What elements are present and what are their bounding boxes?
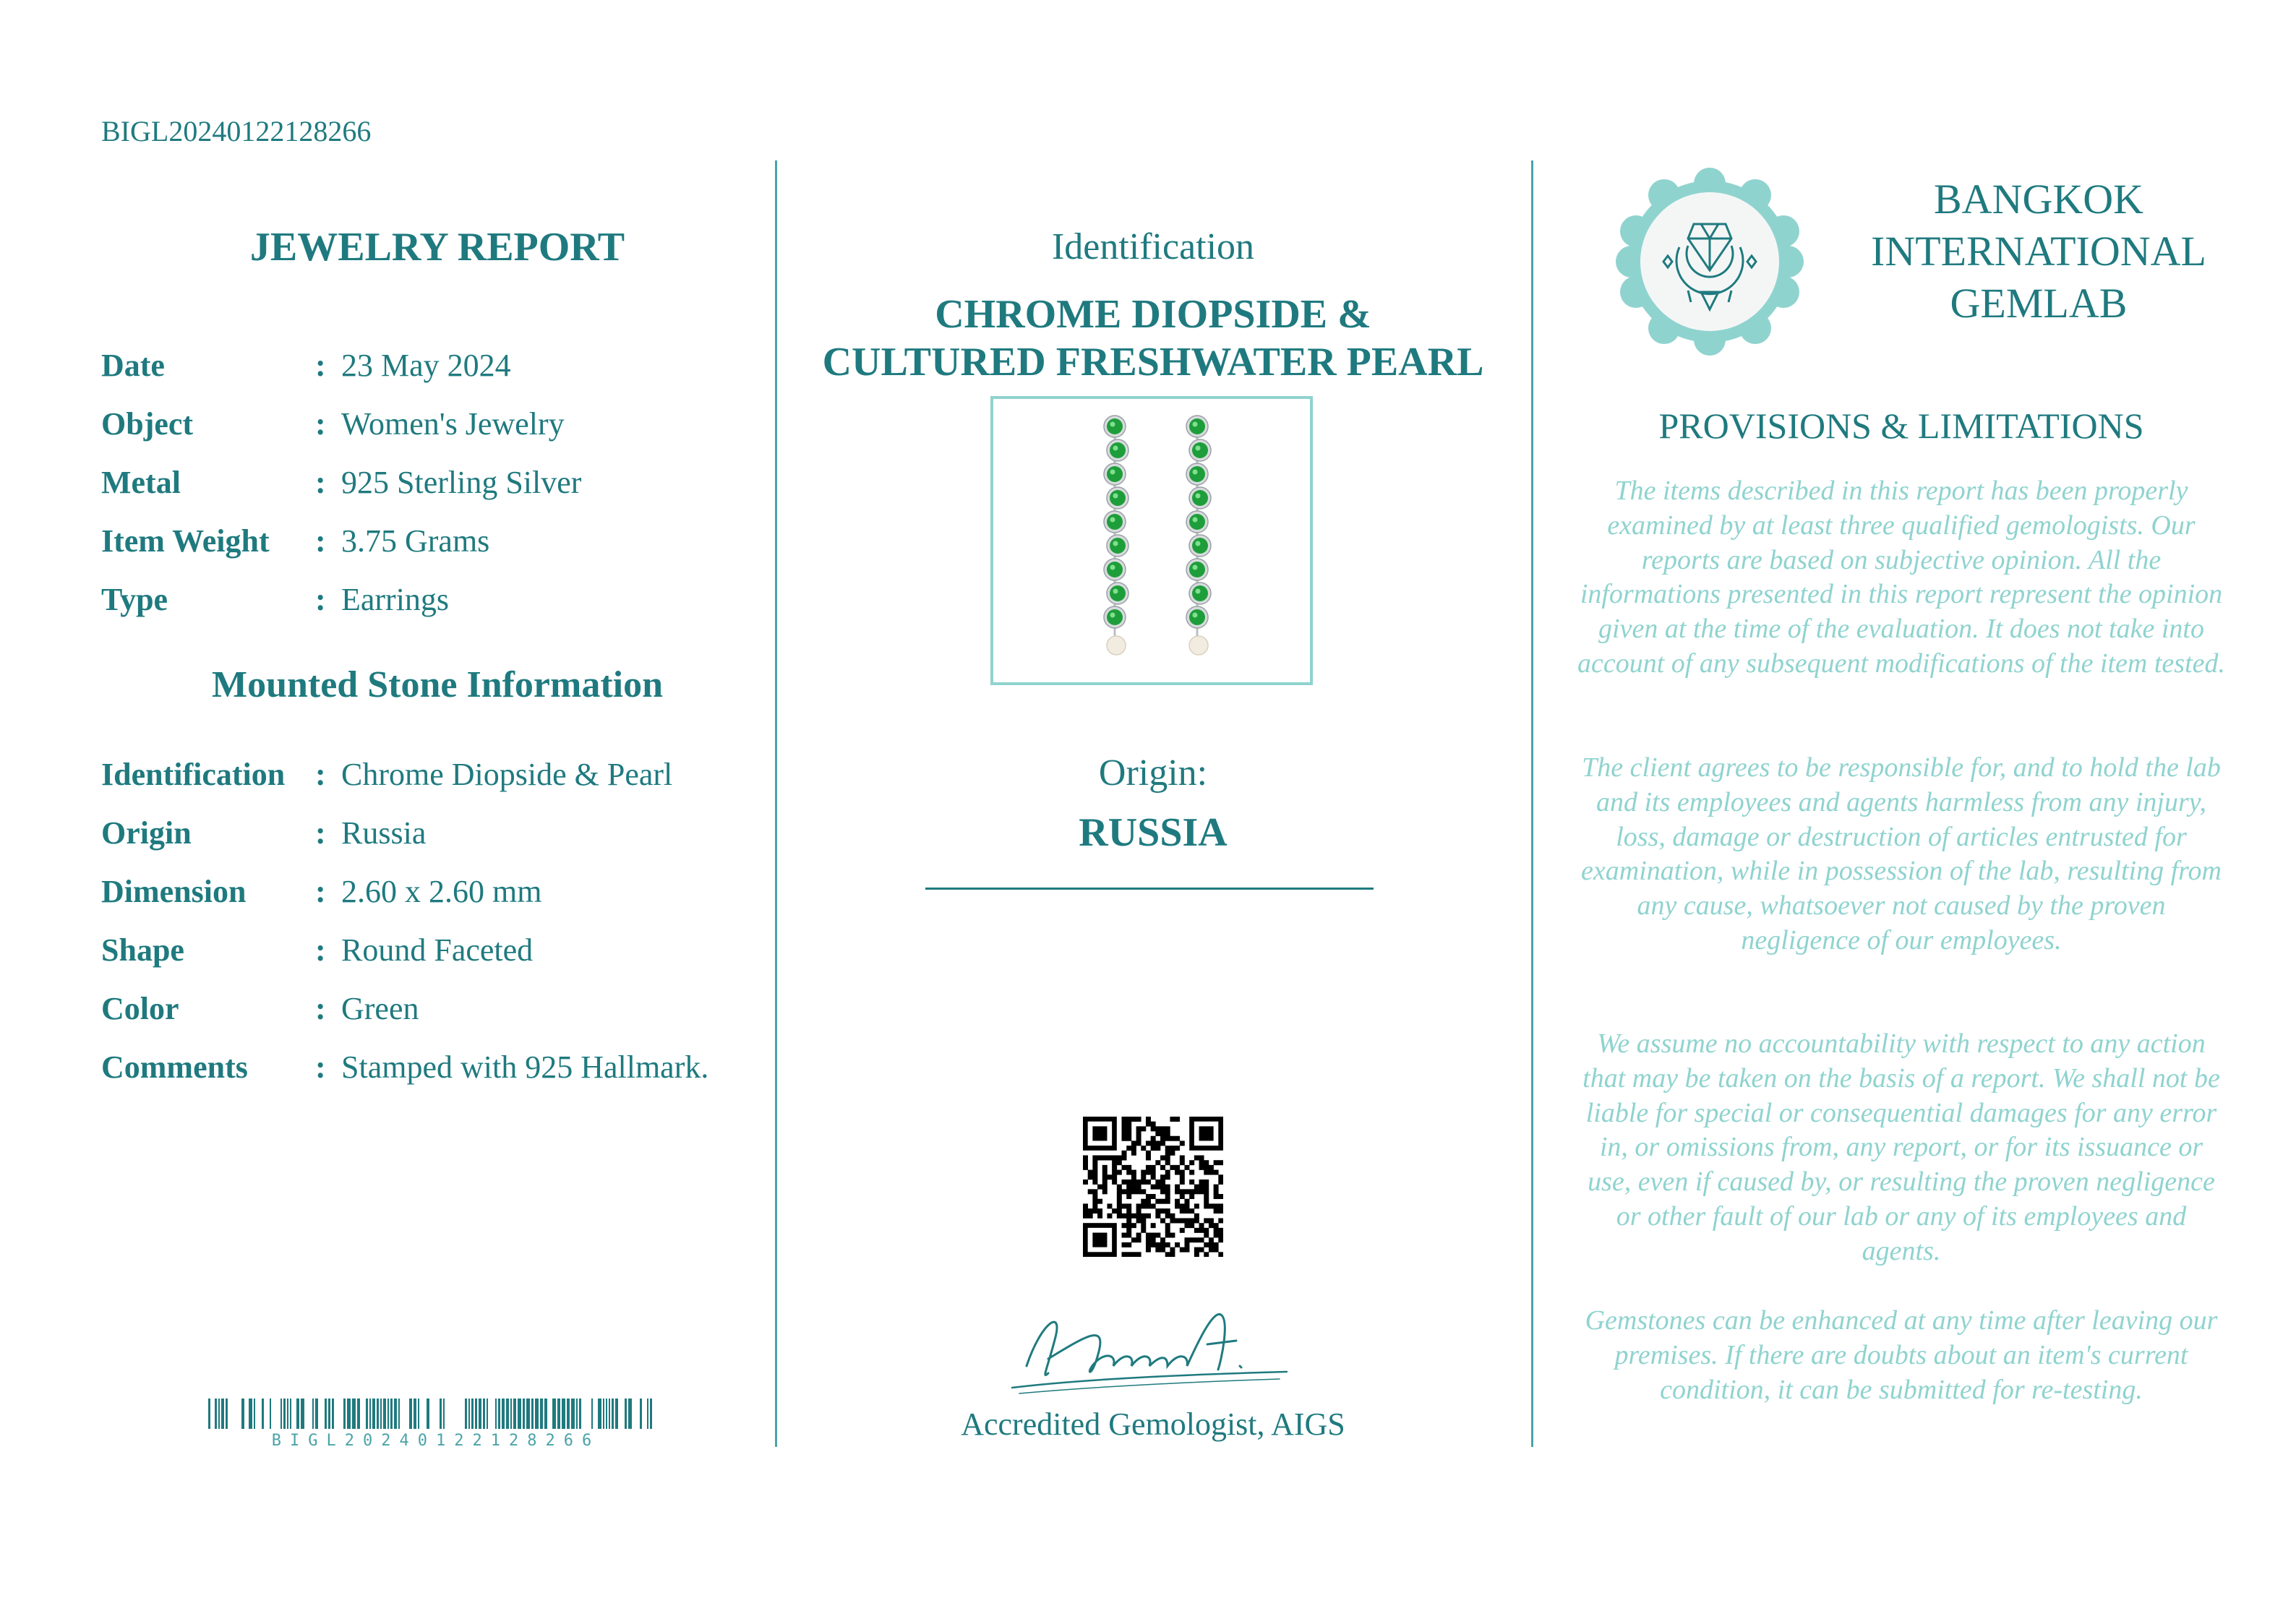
stone-label: Dimension — [101, 874, 247, 909]
stone-value: Chrome Diopside & Pearl — [341, 757, 673, 792]
stone-row-origin — [101, 815, 774, 865]
detail-value: 3.75 Grams — [341, 523, 490, 559]
detail-label: Metal — [101, 465, 181, 500]
gemologist-title: Accredited Gemologist, AIGS — [961, 1406, 1345, 1442]
stone-value: Round Faceted — [341, 932, 534, 968]
stone-label: Identification — [101, 757, 286, 792]
detail-value: 23 May 2024 — [341, 348, 511, 383]
signature-icon — [998, 1294, 1301, 1402]
detail-colon: : — [315, 406, 326, 442]
detail-label: Date — [101, 348, 165, 383]
detail-label: Type — [101, 582, 168, 617]
stone-colon: : — [315, 991, 326, 1026]
report-number: BIGL20240122128266 — [101, 115, 372, 147]
gemlab-seal-icon — [1616, 168, 1804, 356]
provisions-paragraph-1: The items described in this report has been properly examined by at least three qualified gemologists. Our reports are based on subjective opinion. All the informations presented in this report represent the opinion given at the time of the evaluation. It does not take into account of any subsequent modifications of the item tested. — [1577, 476, 2225, 679]
provisions-paragraph-2: The client agrees to be responsible for, and to hold the lab and its employees and agents harmless from any injury, loss, damage or destruction of articles entrusted for examination, while in possession of the lab, resulting from any cause, whatsoever not caused by the proven negligence of our employees. — [1581, 752, 2222, 955]
stone-row-color — [101, 990, 774, 1041]
provisions-title: PROVISIONS & LIMITATIONS — [1658, 405, 2144, 446]
detail-row-object — [101, 405, 774, 456]
earrings-image — [993, 399, 1310, 682]
qr-code[interactable] — [1083, 1117, 1223, 1257]
detail-value: Women's Jewelry — [341, 406, 565, 442]
stone-value: Green — [341, 991, 419, 1026]
gemologist-signature — [998, 1294, 1301, 1402]
detail-row-metal — [101, 464, 774, 515]
stone-row-identification — [101, 756, 774, 807]
stone-value: Stamped with 925 Hallmark. — [341, 1049, 709, 1085]
provisions-paragraph-3: We assume no accountability with respect to any action that may be taken on the basis of a report. We shall not be liable for special or consequential damages for any error in, or omissions from, any report, or for its issuance or use, even if caused by, or resulting the proven negligence or other fault of our lab or any of its employees and agents. — [1582, 1028, 2220, 1266]
stone-colon: : — [315, 815, 326, 851]
stone-colon: : — [315, 932, 326, 968]
detail-colon: : — [315, 523, 326, 559]
identification-name — [777, 291, 1529, 386]
stone-colon: : — [315, 1049, 326, 1085]
stone-value: 2.60 x 2.60 mm — [341, 874, 542, 909]
column-divider-right — [1531, 160, 1533, 1447]
stone-colon: : — [315, 874, 326, 909]
stone-label: Shape — [101, 932, 184, 968]
detail-row-type — [101, 581, 774, 632]
stone-row-shape — [101, 932, 774, 982]
stone-label: Comments — [101, 1049, 248, 1085]
jewelry-photo — [990, 396, 1313, 685]
barcode-icon — [208, 1399, 664, 1432]
identification-line-1: CHROME DIOPSIDE & — [935, 292, 1371, 337]
barcode-number: BIGL20240122128266 — [271, 1432, 601, 1450]
lab-name-line-3: GEMLAB — [1950, 280, 2128, 327]
gemlab-seal — [1616, 168, 1804, 356]
detail-value: Earrings — [341, 582, 450, 617]
detail-label: Item Weight — [101, 523, 270, 559]
stone-row-comments — [101, 1049, 774, 1099]
identification-line-2: CULTURED FRESHWATER PEARL — [822, 340, 1484, 384]
lab-name — [1851, 173, 2227, 330]
lab-name-line-1: BANGKOK — [1934, 176, 2143, 223]
detail-row-item-weight — [101, 523, 774, 573]
detail-colon: : — [315, 348, 326, 383]
mounted-stone-title: Mounted Stone Information — [211, 664, 664, 705]
identification-heading: Identification — [1051, 226, 1255, 267]
detail-label: Object — [101, 406, 194, 442]
lab-name-line-2: INTERNATIONAL — [1871, 228, 2206, 275]
stone-row-dimension — [101, 873, 774, 924]
detail-colon: : — [315, 582, 326, 617]
origin-value: RUSSIA — [1079, 810, 1228, 855]
stone-label: Color — [101, 991, 179, 1026]
detail-colon: : — [315, 465, 326, 500]
stone-label: Origin — [101, 815, 192, 851]
report-title: JEWELRY REPORT — [249, 225, 625, 270]
qr-code-icon — [1083, 1117, 1223, 1257]
detail-value: 925 Sterling Silver — [341, 465, 582, 500]
stone-colon: : — [315, 757, 326, 792]
stone-value: Russia — [341, 815, 427, 851]
origin-heading: Origin: — [1098, 752, 1208, 794]
provisions-paragraph-4: Gemstones can be enhanced at any time after leaving our premises. If there are doubts about an item's current condition, it can be submitted for re-testing. — [1585, 1305, 2218, 1405]
barcode — [208, 1399, 664, 1450]
detail-row-date — [101, 347, 774, 398]
origin-divider — [925, 888, 1374, 890]
